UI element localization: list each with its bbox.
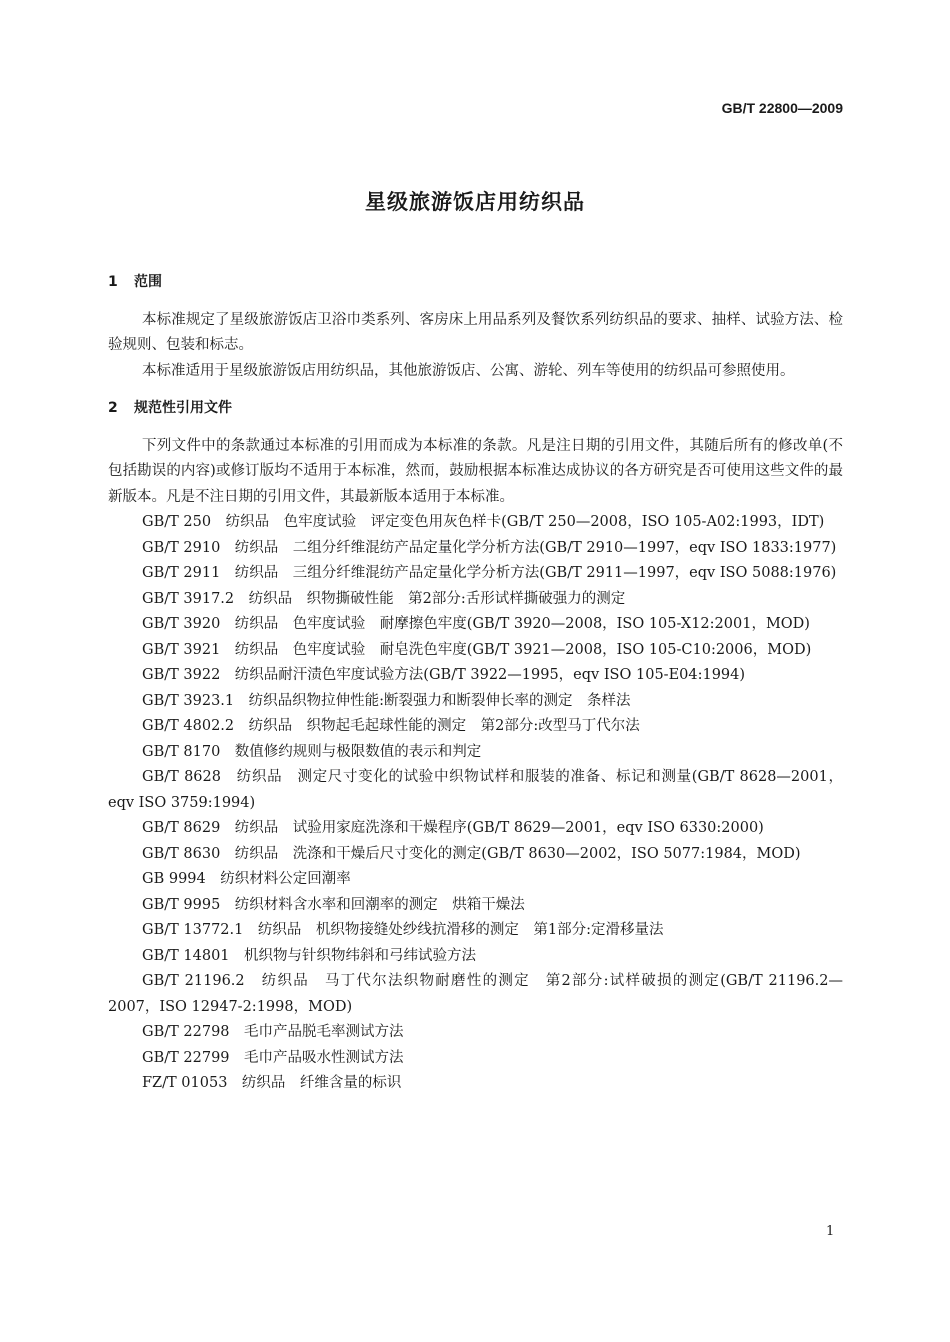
document-body	[108, 270, 843, 1097]
reference-item: GB/T 21196.2 纺织品 马丁代尔法织物耐磨性的测定 第2部分:试样破损的测定(GB/T 21196.2—2007，ISO 12947-2:1998，MOD)	[108, 973, 843, 1015]
reference-item: GB/T 9995 纺织材料含水率和回潮率的测定 烘箱干燥法	[142, 896, 525, 913]
reference-item: GB/T 2910 纺织品 二组分纤维混纺产品定量化学分析方法(GB/T 2910—1997，eqv ISO 1833:1977)	[142, 539, 837, 556]
paragraph: 下列文件中的条款通过本标准的引用而成为本标准的条款。凡是注日期的引用文件，其随后所有的修改单(不包括勘误的内容)或修订版均不适用于本标准，然而，鼓励根据本标准达成协议的各方研究是否可使用这些文件的最新版本。凡是不注日期的引用文件，其最新版本适用于本标准。	[108, 437, 843, 505]
section-title: 范围	[134, 274, 162, 290]
section-number: 2	[108, 400, 118, 416]
reference-item: GB/T 3921 纺织品 色牢度试验 耐皂洗色牢度(GB/T 3921—2008，ISO 105-C10:2006，MOD)	[142, 641, 812, 658]
reference-item: GB/T 14801 机织物与针织物纬斜和弓纬试验方法	[142, 947, 477, 964]
reference-item: GB/T 8170 数值修约规则与极限数值的表示和判定	[142, 743, 482, 760]
reference-item: GB/T 3917.2 纺织品 织物撕破性能 第2部分:舌形试样撕破强力的测定	[142, 590, 626, 607]
reference-item: GB/T 22799 毛巾产品吸水性测试方法	[142, 1049, 404, 1066]
reference-item: GB/T 2911 纺织品 三组分纤维混纺产品定量化学分析方法(GB/T 2911—1997，eqv ISO 5088:1976)	[142, 565, 837, 581]
reference-item: FZ/T 01053 纺织品 纤维含量的标识	[142, 1075, 402, 1091]
reference-item: GB/T 3920 纺织品 色牢度试验 耐摩擦色牢度(GB/T 3920—2008，ISO 105-X12:2001，MOD)	[142, 616, 810, 632]
paragraph: 本标准适用于星级旅游饭店用纺织品，其他旅游饭店、公寓、游轮、列车等使用的纺织品可参照使用。	[142, 362, 795, 379]
document-title: 星级旅游饭店用纺织品	[365, 190, 585, 214]
page-number: 1	[826, 1224, 835, 1239]
paragraph: 本标准规定了星级旅游饭店卫浴巾类系列、客房床上用品系列及餐饮系列纺织品的要求、抽样、试验方法、检验规则、包装和标志。	[108, 311, 843, 353]
reference-item: GB/T 3922 纺织品耐汗渍色牢度试验方法(GB/T 3922—1995，eqv ISO 105-E04:1994)	[142, 667, 746, 683]
section-heading	[108, 270, 843, 296]
reference-item: GB/T 13772.1 纺织品 机织物接缝处纱线抗滑移的测定 第1部分:定滑移量法	[142, 922, 664, 938]
section-title: 规范性引用文件	[134, 400, 232, 416]
reference-item: GB/T 3923.1 纺织品织物拉伸性能:断裂强力和断裂伸长率的测定 条样法	[142, 692, 631, 709]
reference-item: GB/T 8628 纺织品 测定尺寸变化的试验中织物试样和服装的准备、标记和测量(GB/T 8628—2001，eqv ISO 3759:1994)	[108, 769, 843, 811]
reference-item: GB/T 8629 纺织品 试验用家庭洗涤和干燥程序(GB/T 8629—2001，eqv ISO 6330:2000)	[142, 820, 764, 836]
reference-item: GB/T 250 纺织品 色牢度试验 评定变色用灰色样卡(GB/T 250—2008，ISO 105-A02:1993，IDT)	[142, 514, 825, 530]
section-number: 1	[108, 274, 118, 290]
reference-item: GB 9994 纺织材料公定回潮率	[142, 871, 351, 887]
reference-item: GB/T 8630 纺织品 洗涤和干燥后尺寸变化的测定(GB/T 8630—2002，ISO 5077:1984，MOD)	[142, 845, 801, 862]
reference-item: GB/T 22798 毛巾产品脱毛率测试方法	[142, 1024, 404, 1040]
section-heading	[108, 396, 843, 422]
section-gap	[108, 384, 843, 396]
reference-item: GB/T 4802.2 纺织品 织物起毛起球性能的测定 第2部分:改型马丁代尔法	[142, 718, 640, 734]
standard-code: GB/T 22800—2009	[721, 100, 843, 116]
